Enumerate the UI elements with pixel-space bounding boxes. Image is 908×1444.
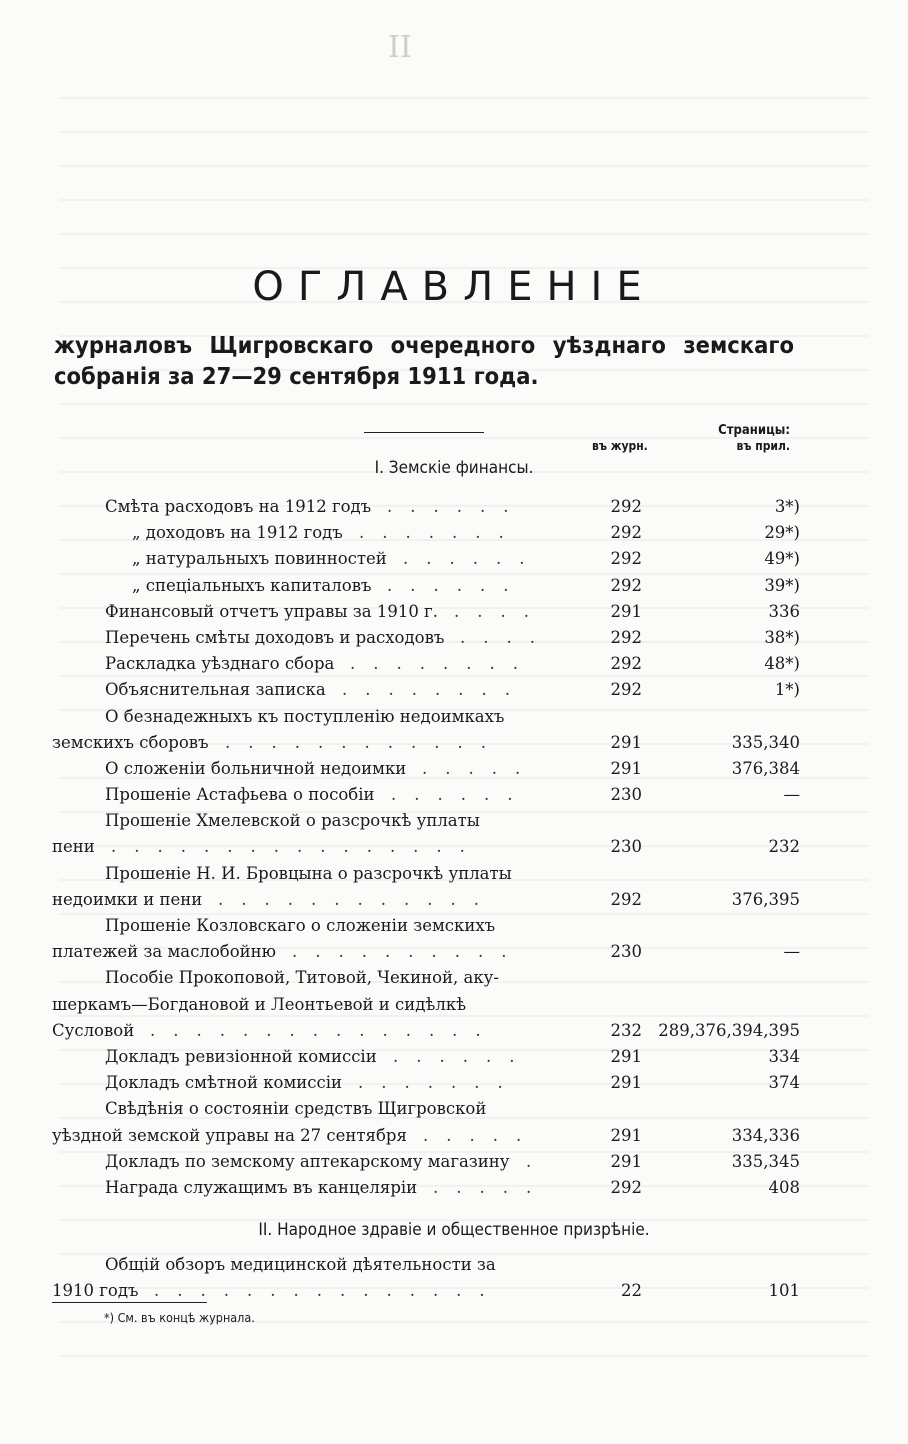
journal-page: 291 <box>610 1125 642 1145</box>
leader-dots: ....... <box>359 523 522 543</box>
journal-page: 292 <box>610 680 642 700</box>
toc-entry-line <box>52 1123 800 1149</box>
toc-entry <box>52 1096 800 1148</box>
toc-entry-text: Прошеніе Козловскаго о сложеніи земскихъ <box>105 916 496 935</box>
toc-entry-line <box>52 599 800 625</box>
toc-entry-text: Пособіе Прокоповой, Титовой, Чекиной, аку- <box>105 968 499 988</box>
toc-entry <box>52 913 800 965</box>
journal-page: 291 <box>610 1046 642 1066</box>
toc-entry-line <box>52 1252 800 1278</box>
toc-entry-text: Объяснительная записка <box>105 680 326 700</box>
journal-page: 292 <box>610 575 642 595</box>
toc-entry-line <box>52 1070 800 1096</box>
column-header-title: Страницы: <box>718 423 790 438</box>
toc-entry <box>52 1070 800 1096</box>
toc-entry-text: платежей за маслобойню <box>52 942 277 962</box>
leader-dots: ...... <box>391 785 531 805</box>
appendix-page: 1*) <box>774 680 800 700</box>
toc-entry-line <box>52 1278 800 1304</box>
toc-entry-line <box>52 730 800 756</box>
leader-dots: ....... <box>358 1073 521 1093</box>
journal-page: 291 <box>610 601 642 621</box>
journal-page: 292 <box>610 549 642 569</box>
appendix-page: — <box>783 942 800 962</box>
journal-page: 291 <box>610 732 642 752</box>
toc-entries-section-1 <box>52 494 800 1201</box>
leader-dots: ...... <box>387 575 527 595</box>
leader-dots: ..... <box>422 758 539 778</box>
toc-entries-section-2 <box>52 1252 800 1304</box>
toc-entry <box>52 625 800 651</box>
appendix-page: 101 <box>768 1281 800 1301</box>
footnote: *) См. въ концѣ журнала. <box>104 1310 255 1325</box>
journal-page: 230 <box>610 785 642 805</box>
toc-entry-line <box>52 887 800 913</box>
toc-entry-text: О безнадежныхъ къ поступленію недоимкахъ <box>105 706 505 726</box>
toc-entry-text: Смѣта расходовъ на 1912 годъ <box>105 497 372 516</box>
toc-entry-line <box>52 939 800 965</box>
appendix-page: 48*) <box>764 654 800 674</box>
toc-entry <box>52 573 800 599</box>
toc-entry <box>52 599 800 625</box>
toc-entry-text: О сложеніи больничной недоимки <box>105 758 407 778</box>
section-heading-1: I. Земскіе финансы. <box>374 458 534 478</box>
toc-entry <box>52 1149 800 1175</box>
toc-entry-line <box>52 677 800 703</box>
toc-entry-line <box>52 625 800 651</box>
toc-entry-text: Раскладка уѣзднаго сбора <box>105 654 335 674</box>
leader-dots: ...... <box>403 549 543 569</box>
toc-entry-line <box>52 546 800 572</box>
toc-entry-text: Прошеніе Хмелевской о разсрочкѣ уплаты <box>105 811 480 831</box>
page-mark: II <box>388 30 412 65</box>
toc-entry-line <box>52 834 800 860</box>
toc-entry <box>52 704 800 756</box>
appendix-page: 49*) <box>764 549 800 569</box>
section-heading-2: II. Народное здравіе и общественное призрѣніе. <box>258 1220 650 1240</box>
appendix-page: — <box>783 785 800 805</box>
toc-entry-text: Прошеніе Н. И. Бровцына о разсрочкѣ уплаты <box>105 863 512 883</box>
toc-entry-line <box>52 808 800 834</box>
toc-entry-line <box>52 1175 800 1201</box>
appendix-page: 289,376,394,395 <box>658 1020 800 1040</box>
leader-dots: .... <box>460 627 553 647</box>
appendix-page: 334 <box>768 1046 800 1066</box>
toc-entry-text: Докладъ смѣтной комиссіи <box>105 1073 343 1093</box>
toc-entry-text: Награда служащимъ въ канцеляріи <box>105 1177 418 1197</box>
toc-entry <box>52 756 800 782</box>
journal-page: 292 <box>610 654 642 674</box>
journal-page: 291 <box>610 758 642 778</box>
appendix-page: 232 <box>768 837 800 857</box>
journal-page: 292 <box>610 1177 642 1197</box>
toc-entry <box>52 1175 800 1201</box>
toc-entry-line <box>52 494 800 520</box>
appendix-page: 39*) <box>764 575 800 595</box>
toc-entry-line <box>52 965 800 991</box>
toc-entry-text: „ натуральныхъ повинностей <box>132 549 387 569</box>
toc-entry <box>52 782 800 808</box>
toc-entry-text: уѣздной земской управы на 27 сентября <box>52 1125 407 1145</box>
journal-page: 292 <box>610 627 642 647</box>
toc-entry-line <box>52 992 800 1018</box>
appendix-page: 29*) <box>764 523 800 543</box>
toc-entry-text: пени <box>52 837 95 857</box>
toc-entry-line <box>52 1018 800 1044</box>
appendix-page: 335,345 <box>731 1151 800 1171</box>
toc-entry <box>52 520 800 546</box>
toc-entry-text: Сусловой <box>52 1020 135 1040</box>
toc-entry <box>52 1044 800 1070</box>
toc-entry <box>52 677 800 703</box>
appendix-page: 38*) <box>764 627 800 647</box>
toc-entry-text: „ спеціальныхъ капиталовъ <box>132 575 372 595</box>
journal-page: 291 <box>610 1151 642 1171</box>
toc-entry-text: Финансовый отчетъ управы за 1910 г. <box>105 601 438 621</box>
toc-entry-line <box>52 756 800 782</box>
page-title: ОГЛАВЛЕНІЕ <box>252 264 656 310</box>
journal-page: 292 <box>610 497 642 516</box>
leader-dots: .... <box>454 601 547 621</box>
toc-entry <box>52 808 800 860</box>
toc-entry <box>52 494 800 520</box>
toc-entry-line <box>52 520 800 546</box>
leader-dots: ............ <box>218 889 497 909</box>
toc-entry-line <box>52 861 800 887</box>
toc-entry-text: Прошеніе Астафьева о пособіи <box>105 785 375 805</box>
leader-dots: . <box>526 1151 550 1171</box>
journal-page: 230 <box>610 837 642 857</box>
column-header-journal: въ журн. <box>592 439 648 453</box>
toc-entry <box>52 1252 800 1304</box>
footnote-divider <box>52 1302 207 1303</box>
leader-dots: ............... <box>154 1281 503 1301</box>
toc-entry-line <box>52 1044 800 1070</box>
appendix-page: 3*) <box>774 497 800 516</box>
column-header-appendix: въ прил. <box>736 439 790 453</box>
toc-entry-line <box>52 651 800 677</box>
journal-page: 232 <box>610 1020 642 1040</box>
toc-entry <box>52 651 800 677</box>
toc-entry-text: 1910 годъ <box>52 1281 139 1301</box>
appendix-page: 374 <box>768 1073 800 1093</box>
leader-dots: .......... <box>292 942 525 962</box>
appendix-page: 335,340 <box>731 732 800 752</box>
journal-page: 22 <box>621 1281 642 1301</box>
appendix-page: 376,384 <box>731 758 800 778</box>
leader-dots: ................ <box>111 837 483 857</box>
toc-entry-line <box>52 1149 800 1175</box>
page-subtitle: журналовъ Щигровскаго очередного уѣзднаго земскаго собранія за 27—29 сентября 1911 года. <box>54 331 794 390</box>
appendix-page: 336 <box>768 601 800 621</box>
toc-entry-text: Перечень смѣты доходовъ и расходовъ <box>105 627 445 647</box>
title-divider <box>364 432 484 433</box>
toc-entry <box>52 861 800 913</box>
toc-entry <box>52 965 800 1044</box>
leader-dots: ............ <box>225 732 504 752</box>
toc-entry-text: „ доходовъ на 1912 годъ <box>132 523 343 543</box>
journal-page: 230 <box>610 942 642 962</box>
journal-page: 292 <box>610 889 642 909</box>
journal-page: 291 <box>610 1073 642 1093</box>
toc-entry-text: недоимки и пени <box>52 889 203 909</box>
toc-entry-text: Докладъ по земскому аптекарскому магазину <box>105 1151 510 1171</box>
toc-entry <box>52 546 800 572</box>
leader-dots: ........ <box>350 654 536 674</box>
leader-dots: ............... <box>150 1020 499 1040</box>
toc-entry-line <box>52 704 800 730</box>
toc-entry-text: Общій обзоръ медицинской дѣятельности за <box>105 1255 496 1274</box>
toc-entry-text: шеркамъ—Богдановой и Леонтьевой и сидѣлкѣ <box>52 994 467 1014</box>
toc-entry-line <box>52 1096 800 1122</box>
leader-dots: ...... <box>393 1046 533 1066</box>
appendix-page: 334,336 <box>731 1125 800 1145</box>
toc-entry-text: Свѣдѣнія о состояніи средствъ Щигровской <box>105 1099 487 1119</box>
leader-dots: ........ <box>342 680 528 700</box>
leader-dots: ..... <box>423 1125 540 1145</box>
toc-entry-line <box>52 782 800 808</box>
toc-entry-text: Докладъ ревизіонной комиссіи <box>105 1046 377 1066</box>
appendix-page: 408 <box>768 1177 800 1197</box>
leader-dots: ...... <box>387 497 527 516</box>
journal-page: 292 <box>610 523 642 543</box>
toc-entry-text: земскихъ сборовъ <box>52 732 209 752</box>
toc-entry-line <box>52 573 800 599</box>
appendix-page: 376,395 <box>731 889 800 909</box>
leader-dots: ..... <box>433 1177 550 1197</box>
toc-entry-line <box>52 913 800 939</box>
